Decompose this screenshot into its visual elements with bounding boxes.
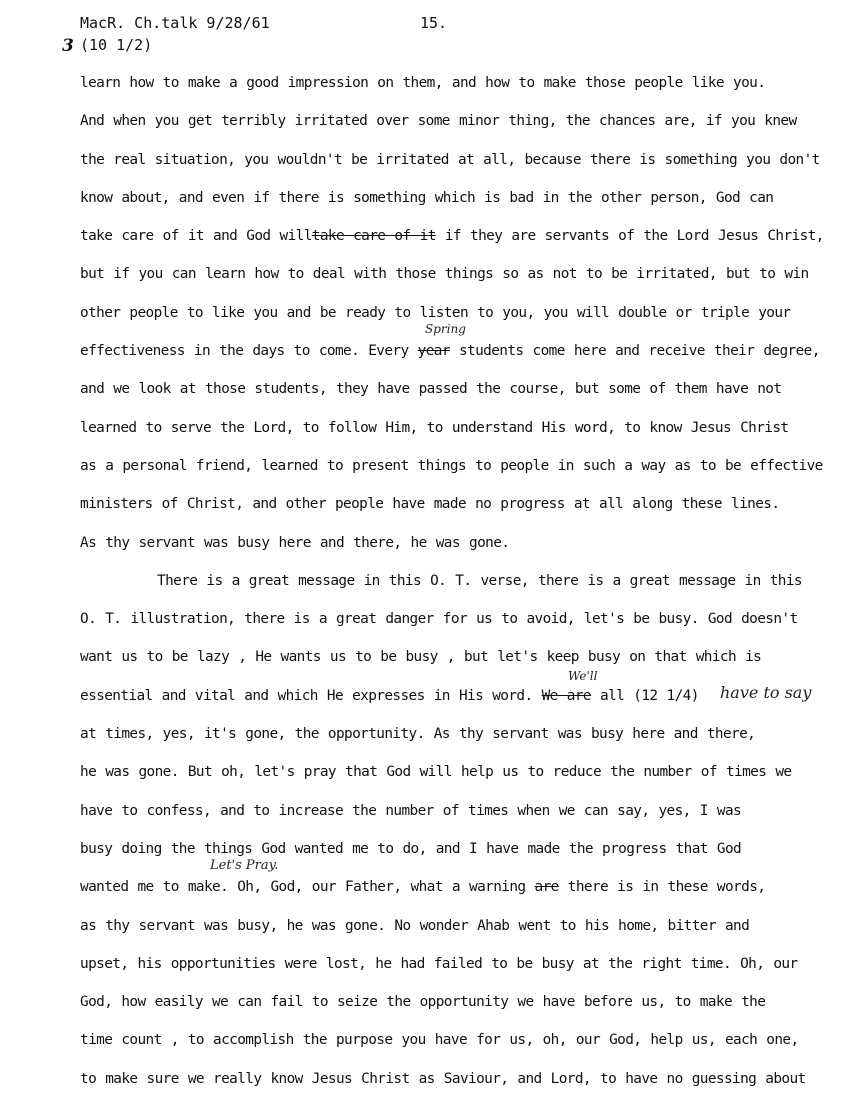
text-line: he was gone. But oh, let's pray that God will help us to reduce the number of times we <box>80 764 792 781</box>
struck-text: year <box>417 343 450 360</box>
text-line: as a personal friend, learned to present things to people in such a way as to be effective <box>80 457 823 474</box>
handwritten-well: We'll <box>568 669 598 683</box>
text-line: God, how easily we can fail to seize the opportunity we have before us, to make the <box>80 994 766 1011</box>
tape-mark: 3 <box>62 36 74 56</box>
text-line: know about, and even if there is something which is bad in the other person, God can <box>80 189 774 206</box>
text-line: learned to serve the Lord, to follow Him, to understand His word, to know Jesus Christ <box>80 419 789 436</box>
struck-text: are <box>534 879 559 896</box>
line-text: effectiveness in the days to come. Every <box>80 343 418 360</box>
line-text: all (12 1/4) <box>590 687 699 704</box>
text-line: There is a great message in this O. T. verse, there is a great message in this <box>157 572 802 589</box>
text-line: want us to be lazy , He wants us to be busy , but let's keep busy on that which is <box>80 649 762 666</box>
text-line: As thy servant was busy here and there, he was gone. <box>80 534 510 551</box>
text-line: other people to like you and be ready to listen to you, you will double or triple your <box>80 304 791 321</box>
text-line: busy doing the things God wanted me to do, and I have made the progress that God <box>80 840 742 857</box>
text-line: upset, his opportunities were lost, he had failed to be busy at the right time. Oh, our <box>80 955 798 972</box>
line-text: essential and vital and which He expresses in His word. <box>80 687 542 704</box>
text-line: O. T. illustration, there is a great danger for us to avoid, let's be busy. God doesn't <box>80 611 798 628</box>
line-text: wanted me to make. Oh, God, our Father, what a warning <box>80 879 535 896</box>
handwritten-lets-pray: Let's Pray. <box>210 858 279 873</box>
text-line: but if you can learn how to deal with those things so as not to be irritated, but to win <box>80 266 809 283</box>
text-line: to make sure we really know Jesus Christ as Saviour, and Lord, to have no guessing about <box>80 1070 806 1087</box>
line-text: if they are servants of the Lord Jesus Christ, <box>435 228 824 245</box>
text-line: and we look at those students, they have passed the course, but some of them have not <box>80 381 782 398</box>
text-line: And when you get terribly irritated over some minor thing, the chances are, if you knew <box>80 113 797 130</box>
text-line <box>80 332 830 370</box>
struck-text: take care of it <box>311 228 436 245</box>
struck-text: We are <box>541 687 591 704</box>
page-number: 15. <box>420 14 448 32</box>
text-line: ministers of Christ, and other people have made no progress at all along these lines. <box>80 496 780 513</box>
text-line <box>80 217 830 255</box>
line-text: there is in these words, <box>558 879 766 896</box>
line-text: take care of it and God will <box>80 228 312 245</box>
text-line: at times, yes, it's gone, the opportunity. As thy servant was busy here and there, <box>80 726 756 743</box>
text-line: the real situation, you wouldn't be irritated at all, because there is something you don't <box>80 151 820 168</box>
text-line: time count , to accomplish the purpose you have for us, oh, our God, help us, each one, <box>80 1032 799 1049</box>
handwritten-have-to-say: have to say <box>720 683 812 702</box>
tape-time: (10 1/2) <box>80 36 153 54</box>
line-text: students come here and receive their degree, <box>449 343 820 360</box>
text-line: have to confess, and to increase the number of times when we can say, yes, I was <box>80 802 742 819</box>
text-line: learn how to make a good impression on them, and how to make those people like you. <box>80 75 766 91</box>
header-reference: MacR. Ch.talk 9/28/61 <box>80 14 270 32</box>
handwritten-spring: Spring <box>425 322 466 336</box>
text-line <box>80 677 830 715</box>
transcript-body <box>80 64 830 1098</box>
text-line <box>80 868 830 906</box>
text-line: as thy servant was busy, he was gone. No wonder Ahab went to his home, bitter and <box>80 917 750 934</box>
